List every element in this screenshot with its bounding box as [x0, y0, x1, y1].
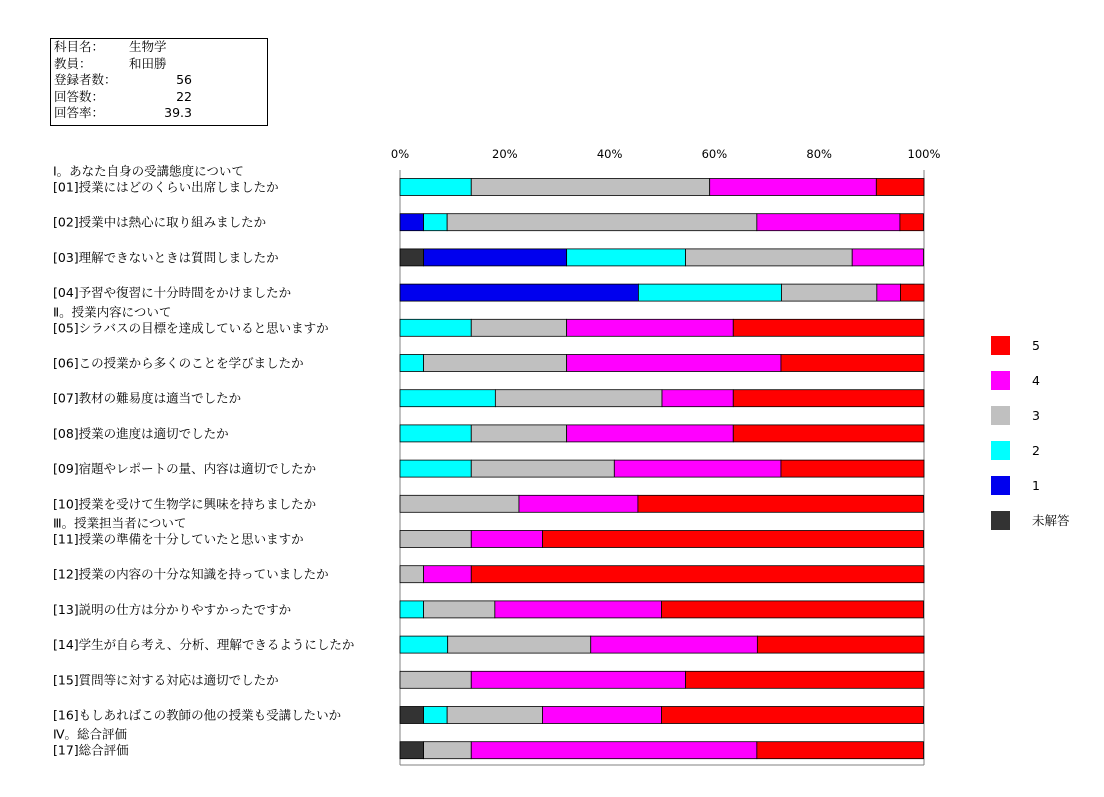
bar-segment	[400, 319, 471, 336]
subject-label: 科目名：	[54, 39, 105, 54]
bar-segment	[852, 249, 923, 266]
bar-segment	[471, 179, 709, 196]
bar-segment	[400, 355, 424, 372]
bar-segment	[495, 390, 662, 407]
legend-swatch	[991, 511, 1010, 530]
bar-segment	[424, 566, 472, 583]
bar-segment	[686, 671, 924, 688]
instructor-value: 和田勝	[129, 55, 167, 71]
legend-label: 4	[1032, 373, 1040, 388]
x-tick-label: 20%	[492, 147, 518, 161]
bar-segment	[471, 566, 924, 583]
respondents-label: 回答数：	[54, 88, 105, 104]
legend-label: 未解答	[1032, 513, 1070, 528]
bar-segment	[567, 355, 781, 372]
response-rate-value: 39.3	[164, 105, 192, 120]
bar-segment	[471, 460, 614, 477]
legend-swatch	[991, 441, 1010, 460]
category-label: [14]学生が自ら考え、分析、理解できるようにしたか	[53, 637, 355, 653]
bar-segment	[900, 284, 924, 301]
bar-segment	[733, 390, 924, 407]
bar-segment	[400, 214, 424, 231]
category-label: [12]授業の内容の十分な知識を持っていましたか	[53, 566, 329, 582]
bar-segment	[424, 742, 472, 759]
bar-segment	[877, 284, 901, 301]
bar-segment	[400, 566, 424, 583]
bar-segment	[567, 425, 734, 442]
bar-segment	[781, 284, 876, 301]
bar-segment	[400, 601, 424, 618]
bar-segment	[471, 319, 566, 336]
category-label: [09]宿題やレポートの量、内容は適切でしたか	[53, 461, 317, 477]
respondents-value: 22	[176, 88, 192, 104]
bar-segment	[757, 742, 924, 759]
bar-segment	[424, 601, 495, 618]
legend-label: 2	[1032, 443, 1040, 458]
bar-segment	[400, 742, 424, 759]
bar-segment	[781, 460, 924, 477]
bar-segment	[638, 284, 781, 301]
x-tick-label: 40%	[596, 147, 623, 161]
bar-segment	[424, 355, 567, 372]
instructor-label: 教員：	[54, 55, 92, 71]
category-label: [06]この授業から多くのことを学びましたか	[53, 355, 304, 371]
bar-segment	[567, 319, 734, 336]
bar-segment	[543, 707, 662, 724]
bar-segment	[400, 179, 471, 196]
bar-segment	[567, 249, 686, 266]
bar-segment	[876, 179, 924, 196]
subject-value: 生物学	[129, 39, 167, 54]
bar-segment	[710, 179, 877, 196]
x-tick-label: 60%	[701, 147, 728, 161]
bar-segment	[400, 390, 495, 407]
bar-segment	[733, 425, 924, 442]
legend-swatch	[991, 476, 1010, 495]
bar-segment	[447, 214, 757, 231]
bar-segment	[638, 495, 924, 512]
legend-swatch	[991, 336, 1010, 355]
bar-segment	[757, 214, 900, 231]
bar-segment	[400, 671, 471, 688]
category-label: [08]授業の進度は適切でしたか	[53, 425, 229, 441]
category-label: [11]授業の準備を十分していたと思いますか	[53, 531, 304, 547]
bar-segment	[400, 707, 424, 724]
bar-segment	[400, 636, 448, 653]
category-label: [16]もしあればこの教師の他の授業も受講したいか	[53, 707, 342, 723]
category-label: [15]質問等に対する対応は適切でしたか	[53, 672, 279, 688]
x-tick-label: 80%	[806, 147, 832, 161]
bar-segment	[662, 390, 733, 407]
bar-segment	[424, 214, 448, 231]
legend-swatch	[991, 406, 1010, 425]
enrolled-label: 登録者数：	[54, 72, 117, 87]
enrolled-value: 56	[176, 72, 192, 87]
category-label: [01]授業にはどのくらい出席しましたか	[53, 179, 279, 195]
category-label: [05]シラバスの目標を達成していると思いますか	[53, 320, 329, 336]
bar-segment	[400, 495, 519, 512]
category-label: [17]総合評価	[53, 742, 129, 758]
legend-label: 5	[1032, 338, 1040, 353]
category-label: [10]授業を受けて生物学に興味を持ちましたか	[53, 496, 317, 512]
category-label: [13]説明の仕方は分かりやすかったですか	[53, 601, 292, 617]
bar-segment	[471, 425, 566, 442]
section-header: Ⅳ。総合評価	[53, 726, 128, 742]
bar-segment	[471, 742, 757, 759]
bar-segment	[781, 355, 924, 372]
bar-segment	[519, 495, 638, 512]
bar-segment	[733, 319, 924, 336]
bar-segment	[400, 425, 471, 442]
bar-segment	[400, 460, 471, 477]
bar-segment	[471, 531, 542, 548]
bar-segment	[448, 636, 591, 653]
response-rate-label: 回答率：	[54, 105, 105, 120]
x-tick-label: 0%	[390, 147, 410, 161]
bar-segment	[591, 636, 758, 653]
category-label: [07]教材の難易度は適当でしたか	[53, 390, 242, 406]
bar-segment	[495, 601, 662, 618]
section-header: Ⅰ。あなた自身の受講態度について	[53, 163, 244, 179]
x-tick-label: 100%	[907, 147, 941, 161]
bar-segment	[900, 214, 924, 231]
bar-segment	[543, 531, 924, 548]
bar-segment	[447, 707, 542, 724]
category-label: [02]授業中は熱心に取り組みましたか	[53, 214, 267, 230]
section-header: Ⅲ。授業担当者について	[53, 515, 187, 531]
bar-segment	[471, 671, 685, 688]
category-label: [03]理解できないときは質問しましたか	[53, 249, 279, 265]
bar-segment	[686, 249, 853, 266]
bar-segment	[400, 249, 424, 266]
legend-label: 3	[1032, 408, 1040, 423]
category-label: [04]予習や復習に十分時間をかけましたか	[53, 285, 292, 301]
bar-segment	[614, 460, 781, 477]
section-header: Ⅱ。授業内容について	[53, 304, 172, 320]
legend-label: 1	[1032, 478, 1040, 493]
legend-swatch	[991, 371, 1010, 390]
bar-segment	[424, 707, 448, 724]
bar-segment	[400, 531, 471, 548]
bar-segment	[400, 284, 638, 301]
bar-segment	[424, 249, 567, 266]
bar-segment	[757, 636, 924, 653]
bar-segment	[661, 707, 923, 724]
bar-segment	[661, 601, 923, 618]
